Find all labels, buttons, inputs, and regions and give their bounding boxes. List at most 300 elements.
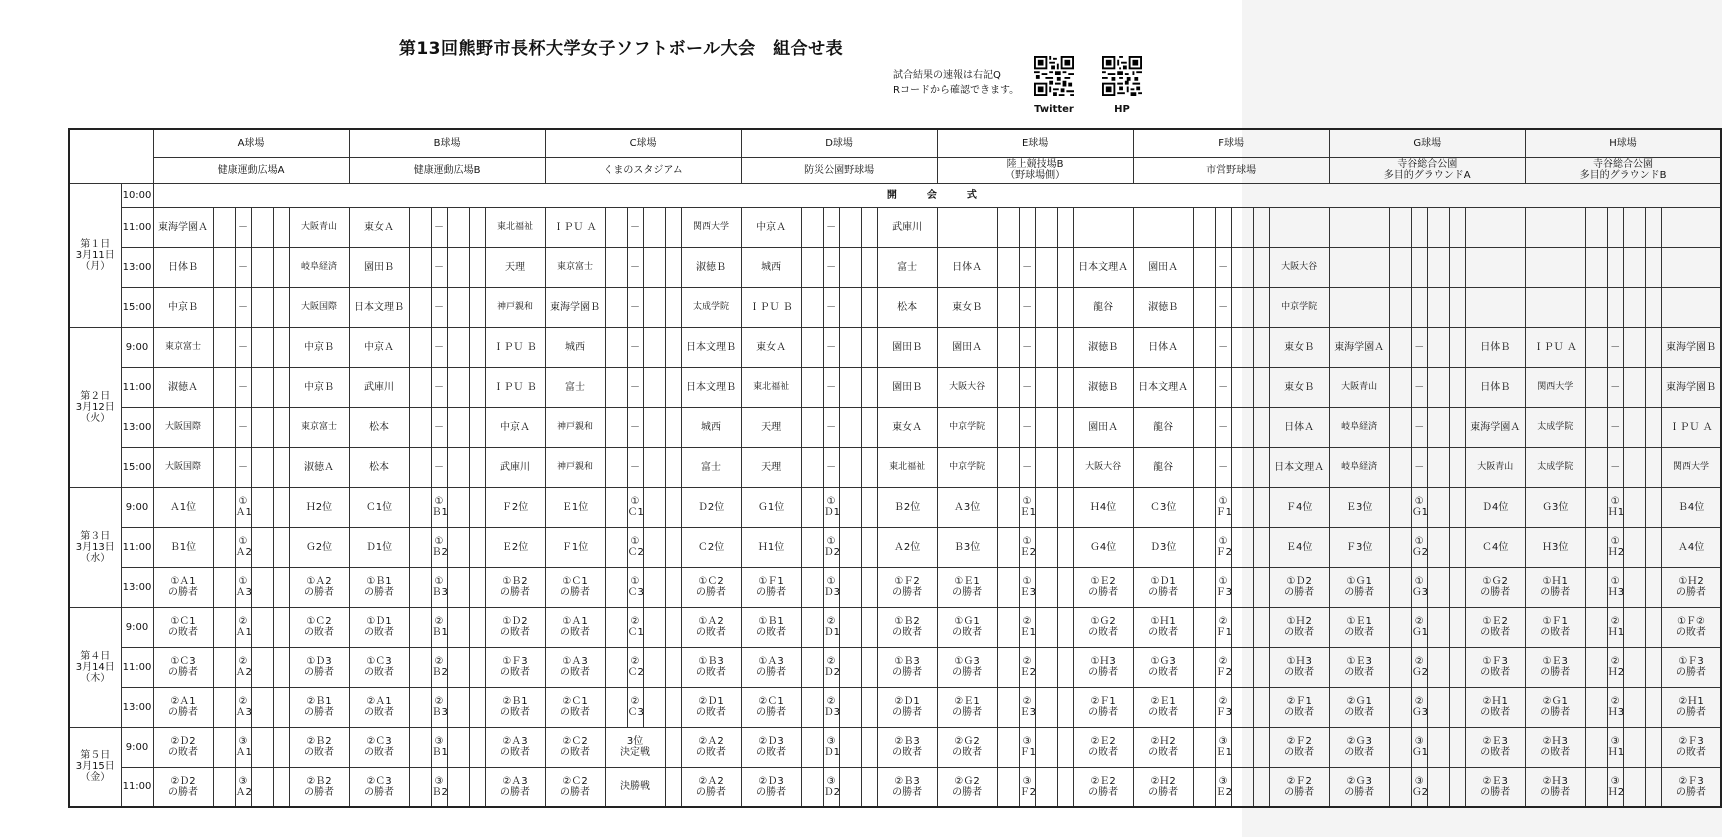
cell-line: 東海学園Ｂ — [1666, 341, 1717, 353]
blank-cell — [1193, 447, 1215, 487]
team-right — [681, 527, 741, 567]
venue-line: 寺谷総合公園 — [1593, 159, 1654, 170]
time-slot: 11:00 — [121, 367, 153, 407]
cell-line: ②Ｂ2 — [306, 775, 332, 787]
blank-cell — [1035, 567, 1057, 607]
cell-line: ①Ｇ1 — [1346, 576, 1372, 587]
blank-cell — [409, 447, 431, 487]
cell-line: ① — [1218, 536, 1228, 547]
match-code — [431, 247, 447, 287]
match-code — [1607, 767, 1623, 807]
cell-line: － — [238, 381, 248, 393]
cell-line: － — [1414, 461, 1425, 473]
cell-line: － — [1218, 341, 1229, 353]
team-left — [1525, 447, 1585, 487]
qr-note — [893, 68, 1019, 98]
cell-line: の勝者 — [1676, 667, 1707, 678]
day-label-4 — [69, 727, 121, 807]
team-left — [349, 527, 409, 567]
cell-line: Ｅ2 — [1215, 786, 1233, 798]
blank-cell — [801, 367, 823, 407]
team-left — [1525, 687, 1585, 727]
blank-cell — [1623, 367, 1645, 407]
team-left — [349, 407, 409, 447]
blank-cell — [273, 447, 289, 487]
team-left — [545, 767, 605, 807]
cell-line: の勝者 — [696, 587, 727, 598]
blank-cell — [801, 527, 823, 567]
blank-cell — [1253, 567, 1269, 607]
blank-cell — [1427, 367, 1449, 407]
blank-cell — [1057, 207, 1073, 247]
blank-cell — [839, 367, 861, 407]
team-left — [937, 767, 997, 807]
team-left — [545, 287, 605, 327]
blank-cell — [1035, 207, 1057, 247]
match-code — [1607, 327, 1623, 367]
cell-line: ②Ｄ3 — [758, 775, 784, 787]
cell-line: ①Ｈ2 — [1286, 616, 1312, 627]
match-title — [605, 727, 665, 767]
blank-cell — [469, 207, 485, 247]
team-right — [681, 567, 741, 607]
cell-line: ②Ａ2 — [698, 736, 724, 747]
blank-cell — [447, 567, 469, 607]
day-label-line: 第５日 — [80, 750, 111, 762]
cell-line: の勝者 — [1344, 786, 1375, 798]
cell-line: － — [630, 301, 641, 313]
match-code — [823, 327, 839, 367]
team-left — [1525, 247, 1585, 287]
blank-cell — [1035, 687, 1057, 727]
qr-note-line-2: Rコードから確認できます。 — [893, 85, 1020, 96]
match-code — [235, 487, 251, 527]
cell-line: Ｈ1 — [1607, 507, 1625, 518]
blank-cell — [213, 567, 235, 607]
cell-line: ①Ｇ2 — [1482, 576, 1508, 587]
cell-line: 関西大学 — [693, 221, 730, 232]
team-right — [877, 407, 937, 447]
cell-line: 中京Ｂ — [168, 301, 198, 313]
match-code — [1215, 767, 1231, 807]
blank-cell — [469, 367, 485, 407]
hp-qr-code-icon[interactable] — [1102, 56, 1142, 96]
cell-line: 天理 — [761, 461, 782, 473]
blank-cell — [1231, 447, 1253, 487]
team-right — [1661, 407, 1721, 447]
match-code — [235, 447, 251, 487]
match-code — [1019, 287, 1035, 327]
blank-cell — [1585, 407, 1607, 447]
blank-cell — [605, 447, 627, 487]
team-left — [1133, 367, 1193, 407]
blank-cell — [1427, 687, 1449, 727]
team-left — [1525, 327, 1585, 367]
match-code — [1019, 727, 1035, 767]
blank-cell — [273, 247, 289, 287]
cell-line: の勝者 — [696, 786, 727, 798]
field-header-1: B球場 — [349, 129, 545, 157]
blank-cell — [1035, 407, 1057, 447]
cell-line: の敗者 — [696, 707, 727, 718]
match-code — [627, 447, 643, 487]
cell-line: Ｇ3位 — [1542, 501, 1569, 513]
cell-line: Ｂ2 — [431, 786, 448, 798]
blank-cell — [1035, 527, 1057, 567]
team-right — [1073, 367, 1133, 407]
blank-cell — [997, 207, 1019, 247]
twitter-qr-code-icon[interactable] — [1034, 56, 1074, 96]
blank-cell — [1057, 247, 1073, 287]
cell-line: － — [1022, 461, 1033, 473]
cell-line: Ｂ3位 — [953, 541, 981, 553]
venue-line: 健康運動広場B — [413, 164, 481, 176]
cell-line: 園田Ａ — [1148, 261, 1179, 273]
cell-line: ② — [1414, 656, 1424, 667]
blank-cell — [1057, 487, 1073, 527]
blank-cell — [1253, 487, 1269, 527]
qr-note-line-1: 試合結果の速報は右記Q — [893, 70, 1001, 81]
blank-cell — [1231, 247, 1253, 287]
match-code — [1019, 327, 1035, 367]
cell-line: の勝者 — [1344, 587, 1375, 598]
cell-line: Ｄ1位 — [365, 541, 393, 553]
match-code — [1607, 487, 1623, 527]
cell-line: Ａ1 — [235, 507, 252, 518]
team-right — [485, 567, 545, 607]
match-code — [1019, 247, 1035, 287]
team-right — [1465, 567, 1525, 607]
cell-line: Ｈ3 — [1607, 707, 1625, 718]
cell-line: 東女Ａ — [756, 341, 787, 353]
cell-line: Ｅ2 — [1019, 547, 1036, 558]
cell-line: の勝者 — [1148, 786, 1179, 798]
team-right — [1269, 567, 1329, 607]
cell-line: Ｈ1 — [1607, 627, 1625, 638]
team-right — [1269, 367, 1329, 407]
cell-line: の勝者 — [756, 786, 787, 798]
cell-line: ① — [1610, 536, 1620, 547]
cell-line: 日本文理Ａ — [1138, 381, 1189, 393]
team-left — [741, 767, 801, 807]
blank-cell — [469, 287, 485, 327]
blank-cell — [1645, 367, 1661, 407]
team-right — [877, 607, 937, 647]
team-right — [1661, 527, 1721, 567]
blank-cell — [861, 367, 877, 407]
team-left — [741, 727, 801, 767]
blank-cell — [1035, 767, 1057, 807]
cell-line: ① — [630, 536, 640, 547]
team-left — [937, 247, 997, 287]
cell-line: の勝者 — [1088, 786, 1119, 798]
blank-cell — [997, 407, 1019, 447]
blank-cell — [251, 487, 273, 527]
blank-cell — [1193, 207, 1215, 247]
team-right — [877, 767, 937, 807]
blank-cell — [605, 407, 627, 447]
cell-line: Ａ3位 — [953, 501, 981, 513]
blank-cell — [469, 647, 485, 687]
cell-line: 中京学院 — [949, 421, 986, 432]
venue-line: 多目的グラウンドA — [1383, 170, 1471, 181]
cell-line: ②Ｃ1 — [562, 696, 588, 707]
cell-line: ③ — [434, 775, 444, 787]
team-right — [1073, 727, 1133, 767]
cell-line: の勝者 — [304, 667, 334, 678]
match-code — [431, 687, 447, 727]
blank-cell — [643, 687, 665, 727]
blank-cell — [861, 287, 877, 327]
cell-line: ②Ｄ3 — [758, 736, 784, 747]
blank-cell — [1427, 287, 1449, 327]
blank-cell — [1231, 207, 1253, 247]
match-code — [1215, 687, 1231, 727]
blank-cell — [1253, 647, 1269, 687]
team-left — [1133, 767, 1193, 807]
day-label-line: 3月13日 — [75, 541, 115, 553]
cell-line: 淑徳Ｂ — [1088, 381, 1119, 393]
blank-cell — [801, 607, 823, 647]
cell-line: ①Ｅ2 — [1090, 576, 1116, 587]
team-right — [485, 607, 545, 647]
cell-line: － — [1414, 341, 1425, 353]
team-right — [1465, 607, 1525, 647]
cell-line: Ｆ3 — [1215, 587, 1233, 598]
cell-line: 東海学園Ａ — [1470, 421, 1521, 433]
team-left — [1133, 207, 1193, 247]
cell-line: Ｄ1 — [823, 747, 840, 758]
blank-cell — [469, 407, 485, 447]
day-label-line: 3月12日 — [75, 401, 115, 413]
blank-cell — [1427, 487, 1449, 527]
blank-cell — [1231, 287, 1253, 327]
cell-line: Ｂ1 — [431, 507, 448, 518]
match-code — [1607, 247, 1623, 287]
match-code — [1019, 567, 1035, 607]
team-right — [485, 287, 545, 327]
team-right — [1661, 607, 1721, 647]
team-left — [349, 767, 409, 807]
match-code — [627, 647, 643, 687]
cell-line: 決定戦 — [620, 747, 651, 758]
cell-line: の敗者 — [1480, 707, 1511, 718]
blank-cell — [447, 727, 469, 767]
team-right — [877, 527, 937, 567]
cell-line: ③ — [1022, 736, 1032, 747]
blank-cell — [1035, 367, 1057, 407]
team-left — [937, 647, 997, 687]
cell-line: Ｄ2 — [823, 667, 840, 678]
cell-line: ②Ｇ1 — [1542, 696, 1568, 707]
time-slot: 9:00 — [121, 607, 153, 647]
team-left — [153, 247, 213, 287]
cell-line: － — [1022, 301, 1033, 313]
blank-cell — [1193, 407, 1215, 447]
team-left — [741, 567, 801, 607]
cell-line: － — [630, 221, 641, 233]
blank-cell — [1585, 607, 1607, 647]
team-right — [289, 447, 349, 487]
match-code — [823, 647, 839, 687]
cell-line: の敗者 — [364, 747, 394, 758]
cell-line: 日本文理Ｂ — [354, 301, 404, 313]
cell-line: － — [1022, 381, 1033, 393]
cell-line: 大阪青山 — [300, 221, 337, 232]
blank-cell — [1585, 727, 1607, 767]
blank-cell — [447, 527, 469, 567]
cell-line: 園田Ａ — [952, 341, 983, 353]
team-left — [1133, 287, 1193, 327]
cell-line: Ｃ2位 — [697, 541, 725, 553]
team-left — [1329, 567, 1389, 607]
blank-cell — [861, 327, 877, 367]
cell-line: ①Ａ2 — [306, 576, 332, 587]
team-left — [1329, 247, 1389, 287]
cell-line: 龍谷 — [1153, 421, 1174, 433]
cell-line: ③ — [1610, 736, 1620, 747]
match-code — [1411, 527, 1427, 567]
cell-line: ②Ｅ1 — [1150, 696, 1176, 707]
venue-line: （野球場側） — [1005, 170, 1066, 181]
day-label-line: 3月15日 — [75, 761, 115, 773]
team-left — [937, 487, 997, 527]
blank-cell — [251, 607, 273, 647]
blank-cell — [213, 647, 235, 687]
cell-line: 東京富士 — [300, 421, 337, 432]
blank-cell — [861, 207, 877, 247]
match-code — [627, 287, 643, 327]
cell-line: の敗者 — [1344, 707, 1375, 718]
blank-cell — [1193, 687, 1215, 727]
field-header-5: F球場 — [1133, 129, 1329, 157]
day-label-3 — [69, 607, 121, 727]
cell-line: ① — [1022, 536, 1032, 547]
blank-cell — [1449, 687, 1465, 727]
match-code — [1411, 687, 1427, 727]
blank-cell — [213, 447, 235, 487]
cell-line: Ｃ2 — [627, 667, 644, 678]
match-code — [235, 247, 251, 287]
blank-cell — [469, 327, 485, 367]
cell-line: － — [630, 381, 641, 393]
cell-line: ②Ｆ1 — [1286, 696, 1312, 707]
team-left — [1525, 407, 1585, 447]
blank-cell — [469, 767, 485, 807]
blank-cell — [1427, 567, 1449, 607]
cell-line: 中京学院 — [1281, 301, 1318, 312]
team-left — [153, 207, 213, 247]
cell-line: － — [1610, 381, 1621, 393]
cell-line: － — [1218, 461, 1229, 473]
blank-cell — [1623, 647, 1645, 687]
cell-line: ①Ａ3 — [758, 656, 784, 667]
blank-cell — [605, 327, 627, 367]
cell-line: Ａ1位 — [169, 501, 197, 513]
cell-line: ② — [238, 616, 248, 627]
cell-line: ② — [238, 656, 248, 667]
team-right — [485, 367, 545, 407]
match-code — [431, 287, 447, 327]
blank-cell — [1389, 607, 1411, 647]
match-code — [1215, 607, 1231, 647]
blank-cell — [861, 607, 877, 647]
blank-cell — [997, 247, 1019, 287]
blank-cell — [1389, 327, 1411, 367]
venue-line: 陸上競技場B — [1006, 159, 1064, 170]
cell-line: ②Ｃ1 — [758, 696, 784, 707]
cell-line: の敗者 — [1148, 627, 1179, 638]
cell-line: 東京富士 — [164, 341, 201, 352]
blank-cell — [1645, 527, 1661, 567]
cell-line: 関西大学 — [1537, 381, 1574, 392]
team-right — [1465, 687, 1525, 727]
cell-line: ① — [826, 536, 836, 547]
cell-line: ②Ｂ2 — [306, 736, 332, 747]
cell-line: － — [238, 341, 248, 353]
team-left — [1525, 647, 1585, 687]
team-right — [1465, 407, 1525, 447]
blank-cell — [861, 647, 877, 687]
blank-cell — [1645, 687, 1661, 727]
cell-line: ③ — [434, 736, 444, 747]
cell-line: 神戸親和 — [557, 421, 594, 432]
cell-line: ② — [630, 696, 640, 707]
blank-cell — [665, 687, 681, 727]
blank-cell — [839, 247, 861, 287]
cell-line: ②Ｇ3 — [1346, 736, 1372, 747]
cell-line: の勝者 — [1540, 786, 1571, 798]
cell-line: ①Ｂ3 — [894, 656, 920, 667]
match-code — [1411, 607, 1427, 647]
blank-cell — [251, 407, 273, 447]
cell-line: 日本文理Ａ — [1274, 461, 1325, 473]
venue-name-1 — [349, 157, 545, 183]
cell-line: Ｇ4位 — [1089, 541, 1117, 553]
cell-line: － — [1218, 301, 1229, 313]
blank-cell — [997, 447, 1019, 487]
blank-cell — [997, 767, 1019, 807]
cell-line: の敗者 — [500, 747, 531, 758]
blank-cell — [1449, 767, 1465, 807]
match-code — [1019, 407, 1035, 447]
day-label-line: （水） — [80, 552, 111, 564]
blank-cell — [1231, 367, 1253, 407]
blank-cell — [1623, 527, 1645, 567]
team-right — [1269, 247, 1329, 287]
cell-line: 太成学院 — [1537, 421, 1574, 432]
blank-cell — [665, 367, 681, 407]
match-code — [1019, 207, 1035, 247]
match-code — [1215, 487, 1231, 527]
venue-name-4 — [937, 157, 1133, 183]
blank-cell — [1427, 447, 1449, 487]
cell-line: ①Ｃ3 — [366, 656, 392, 667]
match-code — [1607, 607, 1623, 647]
match-code — [1215, 247, 1231, 287]
day-label-2 — [69, 487, 121, 607]
cell-line: ②Ｄ2 — [170, 775, 196, 787]
blank-cell — [665, 567, 681, 607]
cell-line: ②Ｆ2 — [1286, 775, 1312, 787]
cell-line: Ｂ3 — [431, 587, 448, 598]
blank-cell — [839, 527, 861, 567]
cell-line: ② — [434, 656, 444, 667]
match-code — [235, 527, 251, 567]
cell-line: 東女Ｂ — [1284, 381, 1315, 393]
match-code — [431, 447, 447, 487]
blank-cell — [1057, 527, 1073, 567]
